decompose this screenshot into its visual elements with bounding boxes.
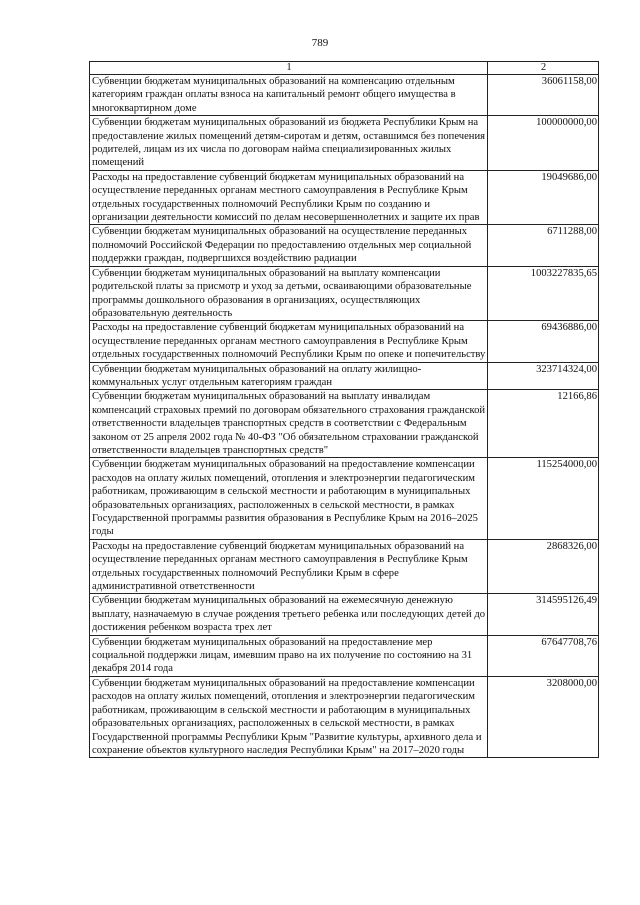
row-amount: 12166,86 xyxy=(488,390,599,458)
table-row xyxy=(90,458,599,539)
row-description: Субвенции бюджетам муниципальных образований на оплату жилищно-коммунальных услуг отдельным категориям граждан xyxy=(90,362,488,390)
row-amount: 67647708,76 xyxy=(488,635,599,676)
table-row xyxy=(90,116,599,171)
row-amount: 323714324,00 xyxy=(488,362,599,390)
row-amount: 314595126,49 xyxy=(488,594,599,635)
row-description: Субвенции бюджетам муниципальных образований на предоставление компенсации расходов на оплату жилых помещений, отопления и электроэнергии педагогическим работникам, проживающим в сельской местности и работающим в муниципальных образовательных организациях, расположенных в сельской местности, в рамках Государственной программы Республики Крым "Развитие культуры, архивного дела и сохранение объектов культурного наследия Республики Крым" на 2017–2020 годы xyxy=(90,676,488,757)
subventions-table xyxy=(89,61,599,758)
row-amount: 69436886,00 xyxy=(488,321,599,362)
row-amount: 1003227835,65 xyxy=(488,266,599,321)
column-header-2: 2 xyxy=(488,62,599,75)
table-row xyxy=(90,594,599,635)
row-description: Субвенции бюджетам муниципальных образований на ежемесячную денежную выплату, назначаемую в случае рождения третьего ребенка или последующих детей до достижения ребенком возраста трех лет xyxy=(90,594,488,635)
row-description: Расходы на предоставление субвенций бюджетам муниципальных образований на осуществление переданных органам местного самоуправления в Республике Крым отдельных государственных полномочий Республики Крым в сфере административной ответственности xyxy=(90,539,488,594)
row-description: Субвенции бюджетам муниципальных образований на компенсацию отдельным категориям граждан оплаты взноса на капитальный ремонт общего имущества в многоквартирном доме xyxy=(90,75,488,116)
table-row xyxy=(90,635,599,676)
row-description: Субвенции бюджетам муниципальных образований на осуществление переданных полномочий Российской Федерации по предоставлению отдельных мер социальной поддержки граждан, подвергшихся воздействию радиации xyxy=(90,225,488,266)
page-number: 789 xyxy=(311,37,329,49)
table-row xyxy=(90,676,599,757)
row-amount: 115254000,00 xyxy=(488,458,599,539)
row-amount: 36061158,00 xyxy=(488,75,599,116)
row-description: Субвенции бюджетам муниципальных образований на выплату компенсации родительской платы за присмотр и уход за детьми, осваивающими образовательные программы дошкольного образования в организациях, осуществляющих образовательную деятельность xyxy=(90,266,488,321)
table-row xyxy=(90,266,599,321)
row-description: Расходы на предоставление субвенций бюджетам муниципальных образований на осуществление переданных органам местного самоуправления в Республике Крым отдельных государственных полномочий Республики Крым по опеке и попечительству xyxy=(90,321,488,362)
table-row xyxy=(90,75,599,116)
row-amount: 6711288,00 xyxy=(488,225,599,266)
row-description: Субвенции бюджетам муниципальных образований на предоставление компенсации расходов на оплату жилых помещений, отопления и электроэнергии педагогическим работникам, проживающим в сельской местности и работающим в муниципальных образовательных организациях, расположенных в сельской местности, в рамках Государственной программы развития образования в Республике Крым на 2016–2025 годы xyxy=(90,458,488,539)
row-description: Субвенции бюджетам муниципальных образований на предоставление мер социальной поддержки лицам, имевшим право на их получение по состоянию на 31 декабря 2014 года xyxy=(90,635,488,676)
row-description: Расходы на предоставление субвенций бюджетам муниципальных образований на осуществление переданных органам местного самоуправления в Республике Крым отдельных государственных полномочий Республики Крым по созданию и организации деятельности комиссий по делам несовершеннолетних и защите их прав xyxy=(90,170,488,225)
row-amount: 3208000,00 xyxy=(488,676,599,757)
row-amount: 19049686,00 xyxy=(488,170,599,225)
row-amount: 2868326,00 xyxy=(488,539,599,594)
table-header-row xyxy=(90,62,599,75)
row-amount: 100000000,00 xyxy=(488,116,599,171)
table-row xyxy=(90,170,599,225)
row-description: Субвенции бюджетам муниципальных образований из бюджета Республики Крым на предоставление жилых помещений детям-сиротам и детям, оставшимся без попечения родителей, лицам из их числа по договорам найма специализированных жилых помещений xyxy=(90,116,488,171)
table-row xyxy=(90,390,599,458)
table-row xyxy=(90,321,599,362)
table-row xyxy=(90,539,599,594)
column-header-1: 1 xyxy=(90,62,488,75)
table-row xyxy=(90,362,599,390)
row-description: Субвенции бюджетам муниципальных образований на выплату инвалидам компенсаций страховых премий по договорам обязательного страхования гражданской ответственности владельцев транспортных средств в соответствии с Федеральным законом от 25 апреля 2002 года № 40-ФЗ "Об обязательном страховании гражданской ответственности владельцев транспортных средств" xyxy=(90,390,488,458)
table-row xyxy=(90,225,599,266)
